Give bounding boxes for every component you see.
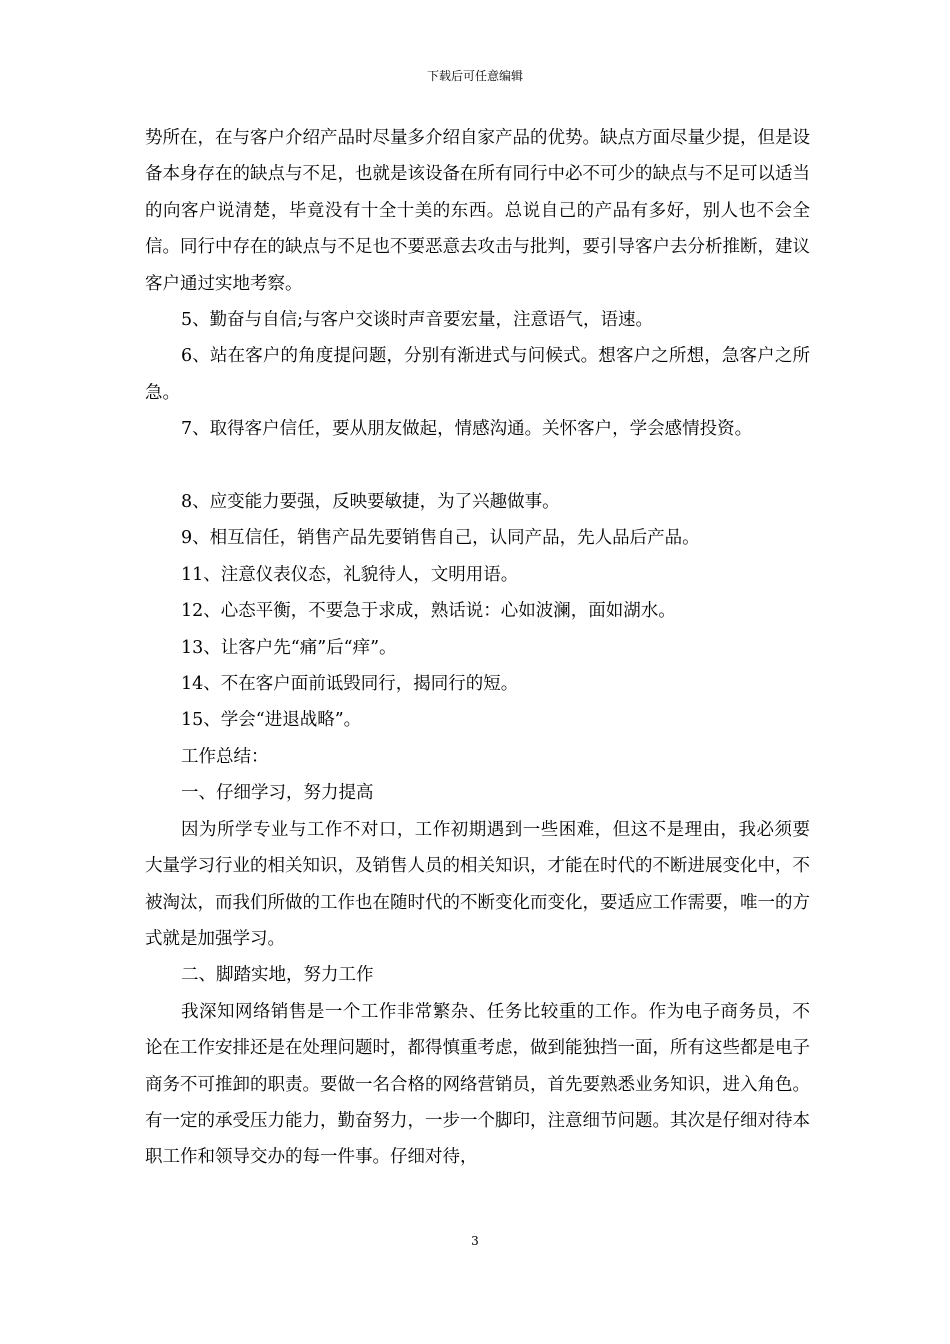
page-number: 3 <box>471 1234 479 1248</box>
list-item-12: 12、心态平衡，不要急于求成，熟话说：心如波澜，面如湖水。 <box>181 601 676 622</box>
list-item-5: 5、勤奋与自信;与客户交谈时声音要宏量，注意语气，语速。 <box>181 310 654 331</box>
list-item-9: 9、相互信任，销售产品先要销售自己，认同产品，先人品后产品。 <box>181 528 700 549</box>
blank-line <box>145 448 810 484</box>
document-body <box>145 120 810 1176</box>
subheading-work: 二、脚踏实地，努力工作 <box>181 965 374 986</box>
page-header: 下载后可任意编辑 <box>426 69 523 83</box>
list-item-11: 11、注意仪表仪态，礼貌待人，文明用语。 <box>181 564 519 585</box>
list-item-8: 8、应变能力要强，反映要敏捷，为了兴趣做事。 <box>181 492 560 513</box>
list-item-15: 15、学会“进退战略”。 <box>181 710 362 731</box>
paragraph-study: 因为所学专业与工作不对口，工作初期遇到一些困难，但这不是理由，我必须要大量学习行业的相关知识，及销售人员的相关知识，才能在时代的不断进展变化中，不被淘汰，而我们所做的工作也在随时代的不断变化而变化，要适应工作需要，唯一的方式就是加强学习。 <box>145 819 810 949</box>
paragraph-work: 我深知网络销售是一个工作非常繁杂、任务比较重的工作。作为电子商务员，不论在工作安排还是在处理问题时，都得慎重考虑，做到能独挡一面，所有这些都是电子商务不可推卸的职责。要做一名合格的网络营销员，首先要熟悉业务知识，进入角色。有一定的承受压力能力，勤奋努力，一步一个脚印，注意细节问题。其次是仔细对待本职工作和领导交办的每一件事。仔细对待， <box>145 1001 810 1168</box>
list-item-6: 6、站在客户的角度提问题，分别有渐进式与问候式。想客户之所想，急客户之所急。 <box>145 346 810 403</box>
list-item-13: 13、让客户先“痛”后“痒”。 <box>181 637 397 658</box>
list-item-7: 7、取得客户信任，要从朋友做起，情感沟通。关怀客户，学会感情投资。 <box>181 419 753 440</box>
section-heading-summary: 工作总结： <box>181 746 269 767</box>
subheading-study: 一、仔细学习，努力提高 <box>181 783 374 804</box>
list-item-14: 14、不在客户面前诋毁同行，揭同行的短。 <box>181 674 519 695</box>
paragraph-continuation: 势所在，在与客户介绍产品时尽量多介绍自家产品的优势。缺点方面尽量少提，但是设备本身存在的缺点与不足，也就是该设备在所有同行中必不可少的缺点与不足可以适当的向客户说清楚，毕竟没有十全十美的东西。总说自己的产品有多好，别人也不会全信。同行中存在的缺点与不足也不要恶意去攻击与批判，要引导客户去分析推断，建议客户通过实地考察。 <box>145 128 810 294</box>
